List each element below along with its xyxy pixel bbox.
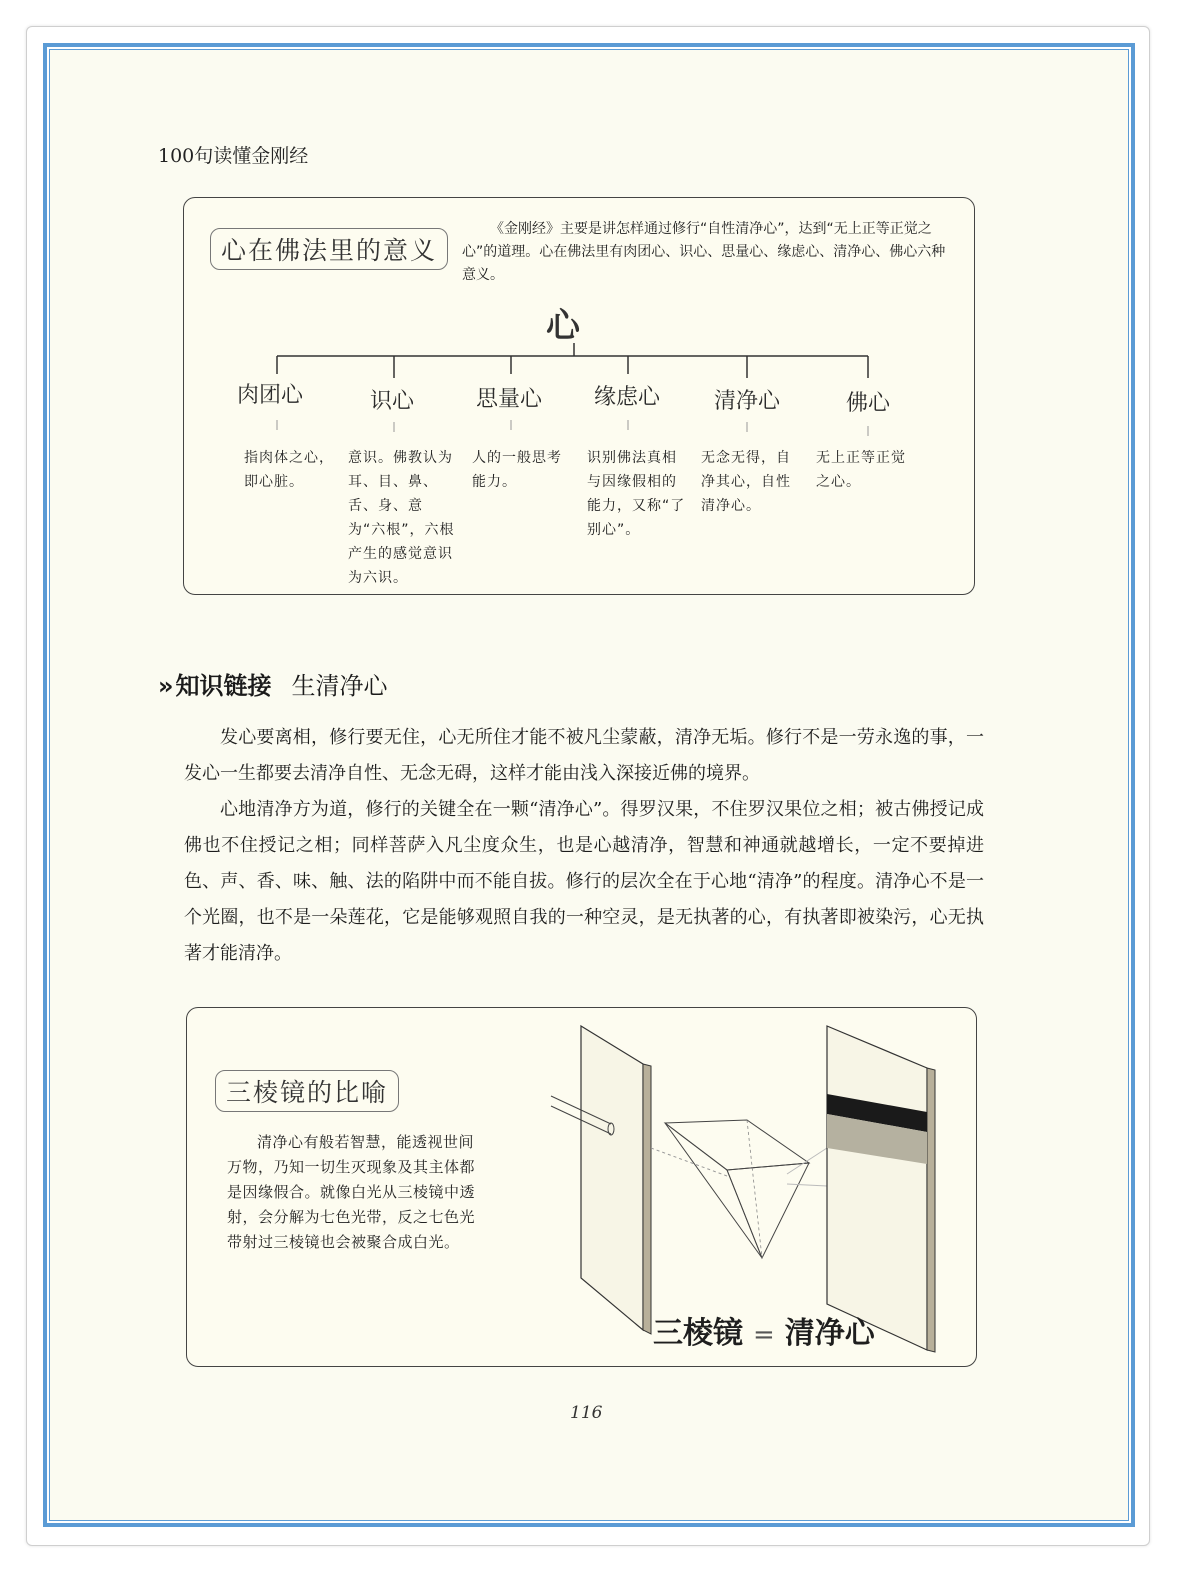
- left-board-edge: [643, 1064, 651, 1334]
- branch-desc-thinking-heart: 人的一般思考能力。: [472, 450, 562, 490]
- diagram-root: 心: [546, 306, 580, 346]
- section-label: 知识链接: [175, 672, 272, 700]
- equation-left: 三棱镜: [653, 1316, 743, 1351]
- section-body: [184, 720, 984, 972]
- spectrum-ray: [787, 1184, 827, 1186]
- page-number: 116: [570, 1403, 603, 1423]
- body-paragraph: 发心要离相，修行要无住，心无所住才能不被凡尘蒙蔽，清净无垢。修行不是一劳永逸的事，一发心一生都要去清净自性、无念无碍，这样才能由浅入深接近佛的境界。: [184, 727, 984, 784]
- left-board: [581, 1026, 643, 1330]
- heart-meanings-diagram: [183, 197, 975, 595]
- light-beam: [651, 1148, 727, 1176]
- branch-desc-buddha-heart: 无上正等正觉之心。: [816, 450, 906, 490]
- prism-left-face: [665, 1123, 762, 1258]
- branch-label-flesh-heart: 肉团心: [237, 383, 304, 408]
- branch-desc-pure-heart: 无念无得，自净其心，自性清净心。: [701, 450, 791, 514]
- branch-desc-consciousness-heart: 意识。佛教认为耳、目、鼻、舌、身、意为“六根”，六根产生的感觉意识为六识。: [348, 450, 455, 586]
- prism-right-face: [727, 1163, 809, 1258]
- prism-top: [665, 1120, 809, 1170]
- prism-hidden-edge: [747, 1120, 762, 1258]
- right-board: [827, 1026, 927, 1350]
- section-subtitle: 生清净心: [291, 672, 388, 700]
- diagram-title: 心在佛法里的意义: [210, 228, 448, 270]
- diagram-intro: 《金刚经》主要是讲怎样通过修行“自性清净心”，达到“无上正等正觉之心”的道理。心在佛法里有肉团心、识心、思量心、缘虑心、清净心、佛心六种意义。: [462, 221, 946, 283]
- body-paragraph: 心地清净方为道，修行的关键全在一颗“清净心”。得罗汉果，不住罗汉果位之相；被古佛授记成佛也不住授记之相；同样菩萨入凡尘度众生，也是心越清净，智慧和神通就越增长，一定不要掉进色、声、香、味、触、法的陷阱中而不能自拔。修行的层次全在于心地“清净”的程度。清净心不是一个光圈，也不是一朵莲花，它是能够观照自我的一种空灵，是无执著的心，有执著即被染污，心无执著才能清净。: [184, 799, 984, 964]
- branch-label-thinking-heart: 思量心: [476, 387, 543, 412]
- running-title: 100句读懂金刚经: [158, 145, 309, 167]
- equals-sign-icon: =: [753, 1320, 775, 1350]
- branch-label-buddha-heart: 佛心: [846, 391, 891, 416]
- prism-equation: [653, 1308, 875, 1352]
- branch-label-consciousness-heart: 识心: [370, 389, 415, 414]
- branch-desc-discerning-heart: 识别佛法真相与因缘假相的能力，又称“了别心”。: [587, 450, 686, 538]
- double-chevron-icon: »: [158, 672, 174, 700]
- branch-label-discerning-heart: 缘虑心: [594, 385, 661, 410]
- prism-metaphor-panel: [186, 1007, 977, 1367]
- prism-title: 三棱镜的比喻: [215, 1070, 399, 1112]
- branch-desc-flesh-heart: 指肉体之心，即心脏。: [244, 450, 334, 490]
- branch-label-pure-heart: 清净心: [714, 389, 781, 414]
- prism-text: 清净心有般若智慧，能透视世间万物，乃知一切生灭现象及其主体都是因缘假合。就像白光从三棱镜中透射，会分解为七色光带，反之七色光带射过三棱镜也会被聚合成白光。: [227, 1133, 476, 1251]
- section-heading: [158, 666, 388, 701]
- right-board-edge: [927, 1068, 935, 1352]
- equation-right: 清净心: [784, 1316, 875, 1351]
